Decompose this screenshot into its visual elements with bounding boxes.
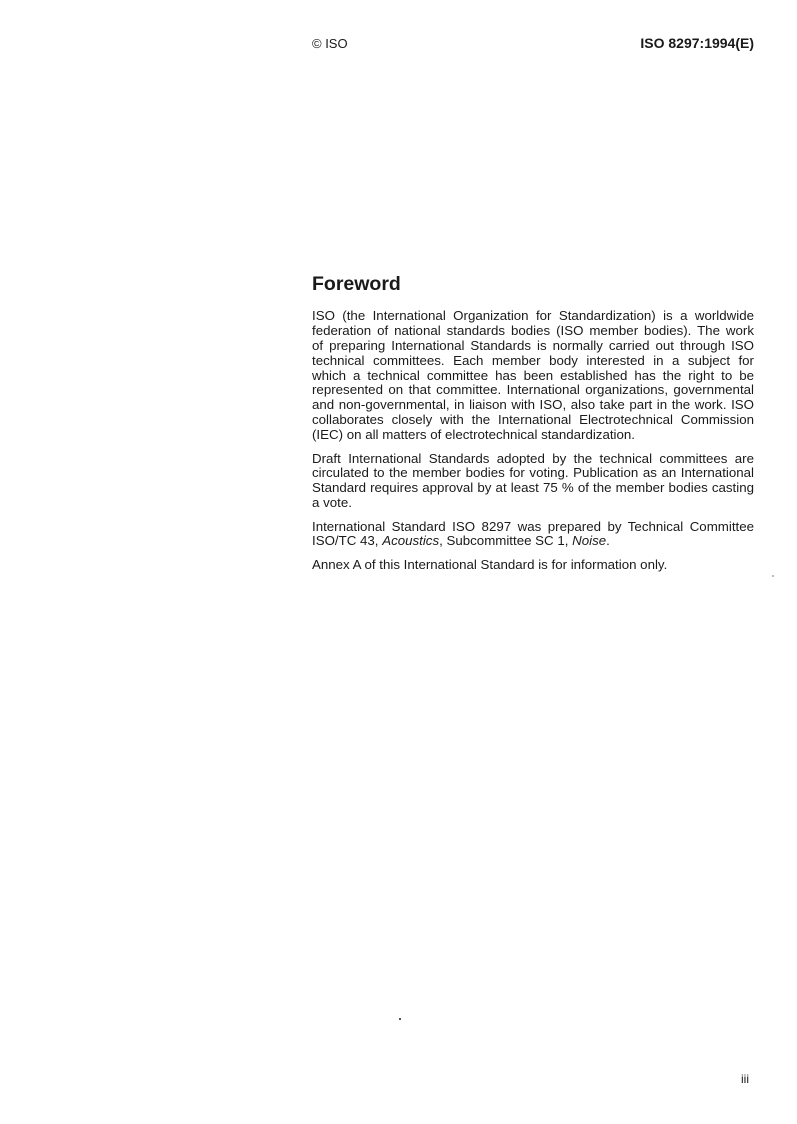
- text-line: of preparing International Standards is normally carried out through ISO: [312, 337, 754, 353]
- text-line: Annex A of this International Standard is for information only.: [312, 556, 668, 572]
- text-line: [312, 534, 754, 549]
- text-line: circulated to the member bodies for voting. Publication as an International: [312, 465, 754, 481]
- text-line: which a technical committee has been established has the right to be: [312, 367, 754, 383]
- page-number: iii: [741, 1072, 749, 1086]
- paragraph-annex: [312, 558, 754, 573]
- page-title: Foreword: [312, 273, 401, 295]
- text-line: Draft International Standards adopted by the technical committees are: [312, 450, 754, 466]
- paragraph-iso-intro: [312, 309, 754, 443]
- text-line: International Standard ISO 8297 was prepared by Technical Committee: [312, 518, 754, 534]
- scan-speck: [399, 1018, 401, 1020]
- standard-id-header: ISO 8297:1994(E): [640, 35, 754, 51]
- text-line: represented on that committee. International organizations, governmental: [312, 382, 754, 398]
- subcommittee-name: Noise: [572, 533, 607, 549]
- text-line: (IEC) on all matters of electrotechnical standardization.: [312, 427, 635, 443]
- text-span: , Subcommittee SC 1,: [439, 533, 573, 549]
- text-line: technical committees. Each member body interested in a subject for: [312, 352, 754, 368]
- text-line: collaborates closely with the International Electrotechnical Commission: [312, 412, 754, 428]
- text-line: federation of national standards bodies (ISO member bodies). The work: [312, 322, 754, 338]
- committee-name: Acoustics: [382, 533, 440, 549]
- paragraph-preparation: [312, 520, 754, 550]
- text-span: .: [606, 533, 610, 549]
- text-span: ISO/TC 43,: [312, 533, 383, 549]
- text-line: Standard requires approval by at least 75 % of the member bodies casting: [312, 480, 754, 496]
- text-line: ISO (the International Organization for Standardization) is a worldwide: [312, 308, 754, 323]
- copyright-header: © ISO: [312, 36, 348, 51]
- text-line: a vote.: [312, 495, 352, 511]
- text-line: and non-governmental, in liaison with ISO, also take part in the work. ISO: [312, 397, 754, 413]
- scan-speck: [772, 575, 774, 577]
- paragraph-draft-standards: [312, 452, 754, 512]
- foreword-body: [312, 309, 754, 581]
